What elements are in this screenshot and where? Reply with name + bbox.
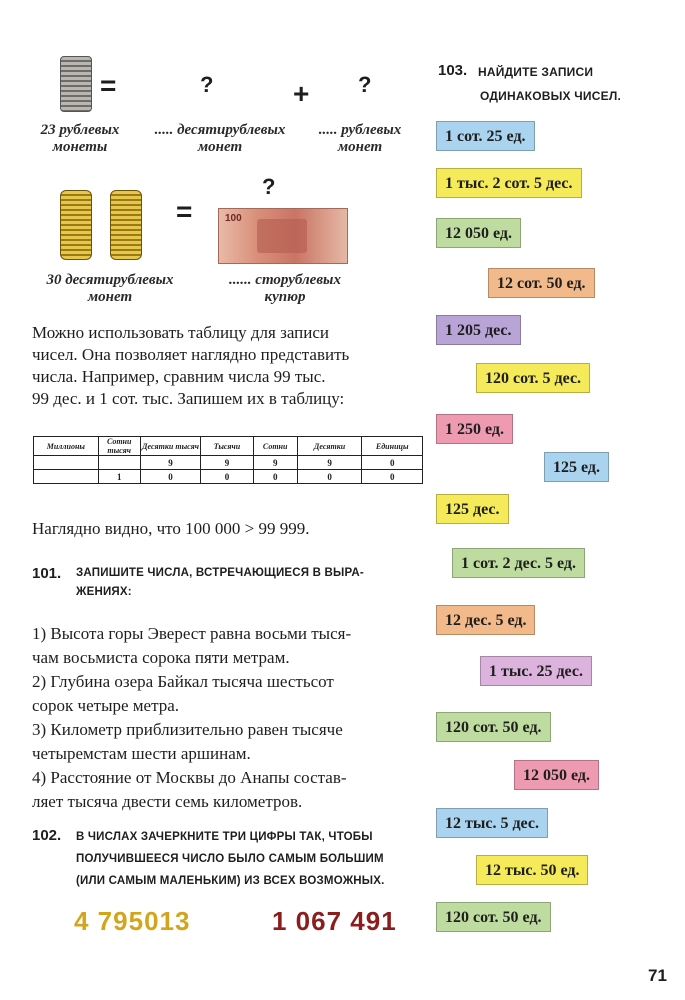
caption-30-coins: 30 десятирублевых монет — [46, 272, 174, 305]
question-mark: ? — [358, 72, 372, 97]
number-card[interactable]: 120 сот. 50 ед. — [436, 712, 551, 742]
table-cell: 0 — [201, 470, 253, 484]
page-number: 71 — [648, 966, 667, 985]
place-value-table — [33, 436, 423, 484]
number-card[interactable]: 1 тыс. 2 сот. 5 дес. — [436, 168, 582, 198]
table-header: Миллионы — [34, 437, 99, 456]
equals-sign: = — [100, 70, 117, 101]
number-card[interactable]: 1 205 дес. — [436, 315, 521, 345]
caption-ruble-coins: ..... рублевых монет — [318, 122, 402, 155]
number-card[interactable]: 120 сот. 50 ед. — [436, 902, 551, 932]
number-card[interactable]: 12 050 ед. — [436, 218, 521, 248]
table-cell: 9 — [297, 456, 362, 470]
table-cell: 0 — [253, 470, 297, 484]
caption-ten-ruble-coins: ..... десятирублевых монет — [154, 122, 286, 155]
table-cell: 9 — [253, 456, 297, 470]
number-card[interactable]: 12 тыс. 50 ед. — [476, 855, 588, 885]
banknote-value: 100 — [225, 213, 242, 224]
table-row — [34, 470, 423, 484]
table-row — [34, 456, 423, 470]
exercise-title: В ЧИСЛАХ ЗАЧЕРКНИТЕ ТРИ ЦИФРЫ ТАК, ЧТОБЫ ПОЛУЧИВШЕЕСЯ ЧИСЛО БЫЛО САМЫМ БОЛЬШИМ (ИЛИ САМЫМ МАЛЕНЬКИМ) ИЗ ВСЕХ ВОЗМОЖНЫХ. — [76, 831, 385, 887]
exercise-number: 101. — [32, 565, 62, 582]
number-card[interactable]: 125 дес. — [436, 494, 509, 524]
number-card[interactable]: 120 сот. 5 дес. — [476, 363, 590, 393]
table-header-row — [34, 437, 423, 456]
exercise-number: 103. — [438, 62, 468, 79]
table-cell: 9 — [140, 456, 201, 470]
number-card[interactable]: 12 сот. 50 ед. — [488, 268, 595, 298]
table-cell: 1 — [98, 470, 140, 484]
exercise-title: ЗАПИШИТЕ ЧИСЛА, ВСТРЕЧАЮЩИЕСЯ В ВЫРА- ЖЕНИЯХ: — [76, 567, 364, 598]
plus-sign: + — [293, 78, 310, 109]
equals-sign: = — [176, 196, 193, 227]
caption-23-coins: 23 рублевых монеты — [40, 122, 120, 155]
number-card[interactable]: 125 ед. — [544, 452, 609, 482]
table-cell: 0 — [362, 456, 423, 470]
table-header: Сотни — [253, 437, 297, 456]
number-card[interactable]: 1 сот. 25 ед. — [436, 121, 535, 151]
number-card[interactable]: 1 сот. 2 дес. 5 ед. — [452, 548, 585, 578]
big-number-2: 1 067 491 — [272, 906, 397, 936]
table-header: Единицы — [362, 437, 423, 456]
number-card[interactable]: 1 тыс. 25 дес. — [480, 656, 592, 686]
caption-hundred-ruble-notes: ...... сторублевых купюр — [229, 272, 341, 305]
big-number-1: 4 795013 — [74, 906, 191, 936]
table-cell — [98, 456, 140, 470]
intro-paragraph: Можно использовать таблицу для записи чисел. Она позволяет наглядно представить числа. Например, сравним числа 99 тыс. 99 дес. и 1 сот. тыс. Запишем их в таблицу: — [32, 323, 350, 408]
hundred-ruble-banknote — [218, 208, 348, 264]
exercise-title: НАЙДИТЕ ЗАПИСИ ОДИНАКОВЫХ ЧИСЕЛ. — [478, 65, 621, 103]
number-card[interactable]: 12 050 ед. — [514, 760, 599, 790]
exercise-101-items: 1) Высота горы Эверест равна восьми тыся- чам восьмиста сорока пяти метрам. 2) Глубина озера Байкал тысяча шестьсот сорок четыре метра. 3) Километр приблизительно равен тысяче четыремстам шести аршинам. 4) Расстояние от Москвы до Анапы состав- ляет тысяча двести семь километров. — [32, 624, 352, 811]
table-cell: 0 — [297, 470, 362, 484]
table-cell — [34, 470, 99, 484]
question-mark: ? — [262, 174, 276, 199]
number-card[interactable]: 12 дес. 5 ед. — [436, 605, 535, 635]
table-header: Тысячи — [201, 437, 253, 456]
banknote-picture — [257, 219, 307, 253]
table-cell: 9 — [201, 456, 253, 470]
ruble-coin-stack — [60, 56, 92, 112]
table-header: Сотни тысяч — [98, 437, 140, 456]
conclusion-text: Наглядно видно, что 100 000 > 99 999. — [32, 519, 310, 538]
table-cell: 0 — [362, 470, 423, 484]
number-card[interactable]: 1 250 ед. — [436, 414, 513, 444]
ten-ruble-coin-stack — [110, 190, 142, 260]
table-header: Десятки — [297, 437, 362, 456]
question-mark: ? — [200, 72, 214, 97]
number-card[interactable]: 12 тыс. 5 дес. — [436, 808, 548, 838]
table-cell: 0 — [140, 470, 201, 484]
table-cell — [34, 456, 99, 470]
ten-ruble-coin-stack — [60, 190, 92, 260]
exercise-number: 102. — [32, 827, 62, 844]
table-header: Десятки тысяч — [140, 437, 201, 456]
